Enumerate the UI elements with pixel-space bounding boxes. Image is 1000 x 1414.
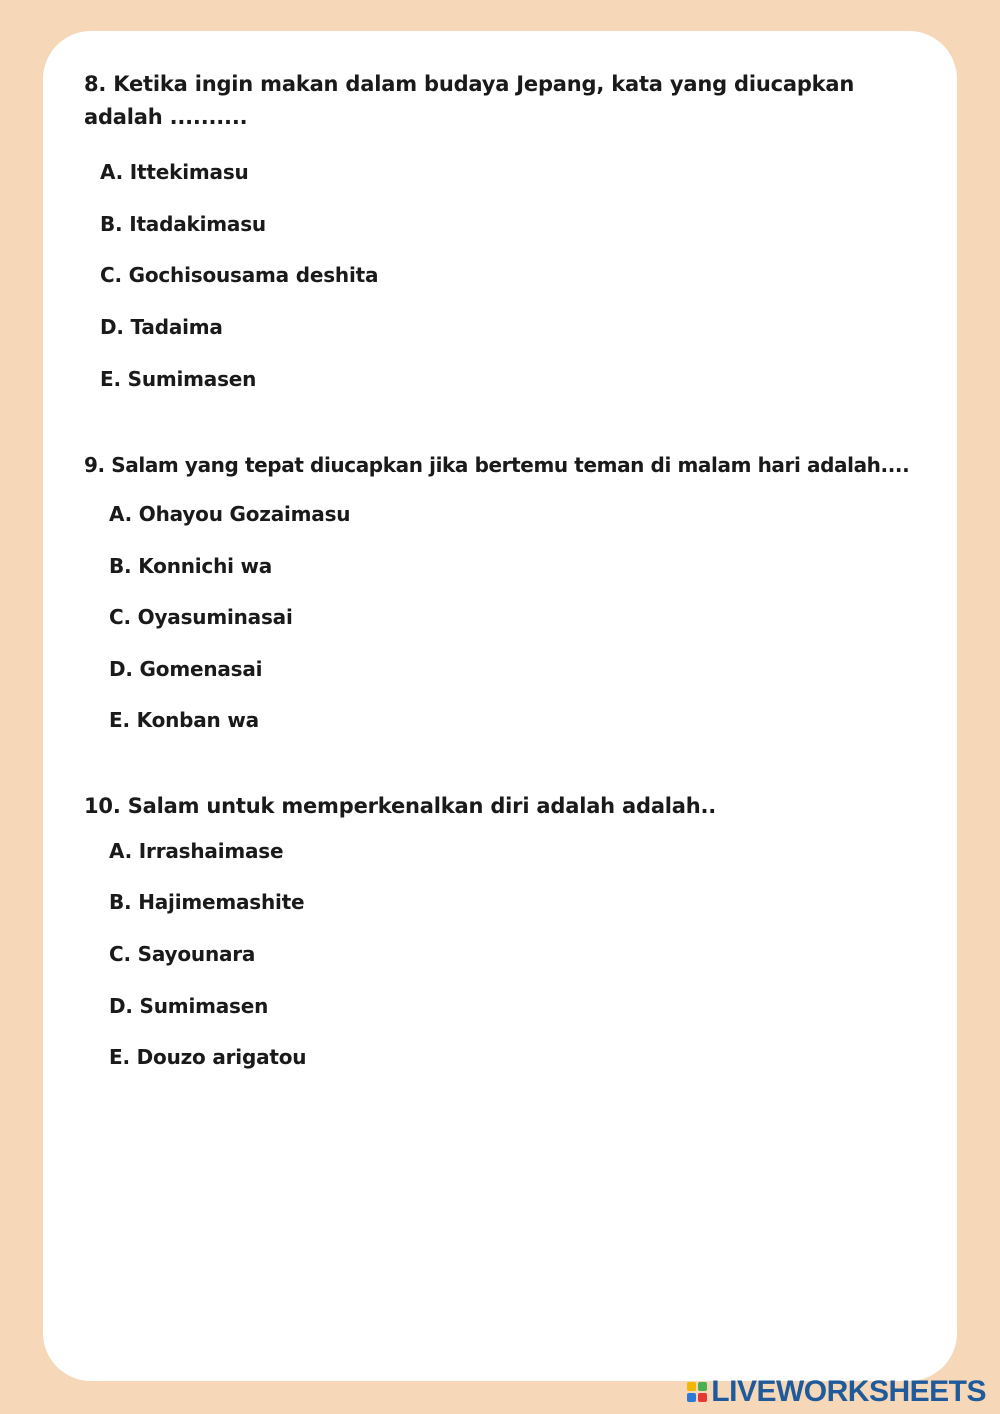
q10-option-b[interactable]: B. Hajimemashite (109, 890, 305, 914)
question-9: 9. Salam yang tepat diucapkan jika bertemu teman di malam hari adalah.... (84, 453, 910, 477)
q10-option-a[interactable]: A. Irrashaimase (109, 839, 284, 863)
q8-option-e[interactable]: E. Sumimasen (100, 367, 257, 391)
q10-option-d[interactable]: D. Sumimasen (109, 994, 269, 1018)
q8-option-a[interactable]: A. Ittekimasu (100, 160, 249, 184)
question-8: 8. Ketika ingin makan dalam budaya Jepang, kata yang diucapkan adalah .......... (84, 72, 855, 129)
brand-name: LIVEWORKSHEETS (711, 1375, 986, 1408)
q9-option-d[interactable]: D. Gomenasai (109, 657, 263, 681)
liveworksheets-logo-icon (687, 1382, 707, 1402)
q10-option-e[interactable]: E. Douzo arigatou (109, 1045, 307, 1069)
q9-option-c[interactable]: C. Oyasuminasai (109, 605, 293, 629)
q8-option-d[interactable]: D. Tadaima (100, 315, 223, 339)
question-10: 10. Salam untuk memperkenalkan diri adalah adalah.. (84, 794, 717, 818)
q8-option-c[interactable]: C. Gochisousama deshita (100, 263, 379, 287)
q9-option-b[interactable]: B. Konnichi wa (109, 554, 273, 578)
q10-option-c[interactable]: C. Sayounara (109, 942, 256, 966)
q9-option-e[interactable]: E. Konban wa (109, 708, 259, 732)
liveworksheets-brand (687, 1376, 986, 1408)
q8-option-b[interactable]: B. Itadakimasu (100, 212, 266, 236)
q9-option-a[interactable]: A. Ohayou Gozaimasu (109, 502, 351, 526)
